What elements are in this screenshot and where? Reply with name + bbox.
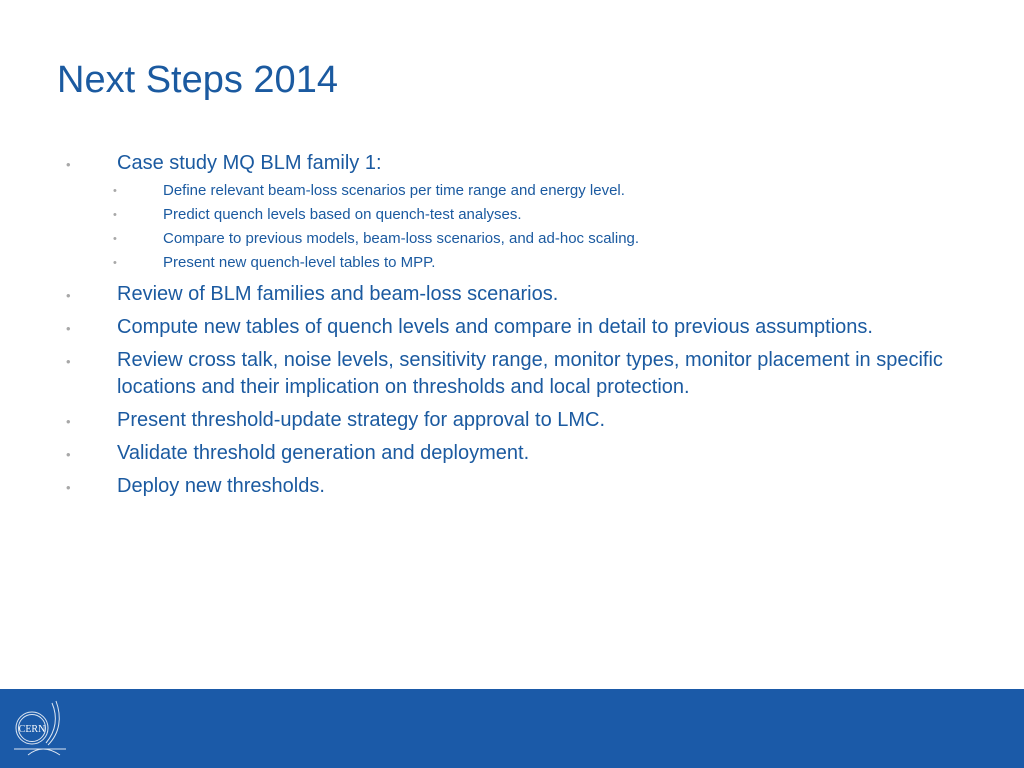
bullet-text: Compute new tables of quench levels and compare in detail to previous assumptions.: [117, 316, 873, 338]
bullet-dot-icon: •: [113, 209, 117, 221]
bullet-dot-icon: •: [66, 354, 71, 369]
bullet-item: [0, 407, 1024, 434]
bullet-item: [0, 473, 1024, 500]
logo-text: CERN: [18, 724, 46, 735]
slide-title: Next Steps 2014: [57, 59, 338, 101]
sub-bullet-item: [0, 205, 1024, 225]
bullet-text: Validate threshold generation and deployment.: [117, 442, 530, 464]
bullet-item: [0, 281, 1024, 308]
bullet-text: Present threshold-update strategy for approval to LMC.: [117, 409, 606, 431]
bullet-text: Review cross talk, noise levels, sensitivity range, monitor types, monitor placement in specific locations and their implication on thresholds and local protection.: [117, 349, 943, 398]
bullet-item: [0, 150, 1024, 177]
bullet-dot-icon: •: [113, 257, 117, 269]
sub-bullet-text: Compare to previous models, beam-loss scenarios, and ad-hoc scaling.: [163, 230, 640, 247]
bullet-item: [0, 347, 1024, 401]
sub-bullet-item: [0, 181, 1024, 201]
bullet-item: [0, 440, 1024, 467]
sub-bullet-text: Present new quench-level tables to MPP.: [163, 254, 436, 271]
bullet-dot-icon: •: [66, 321, 71, 336]
bullet-dot-icon: •: [66, 157, 71, 172]
bullet-text: Deploy new thresholds.: [117, 475, 325, 497]
bullet-dot-icon: •: [113, 233, 117, 245]
bullet-dot-icon: •: [66, 414, 71, 429]
bullet-dot-icon: •: [66, 288, 71, 303]
bullet-list: [0, 150, 1024, 500]
cern-logo-icon: [8, 695, 72, 761]
bullet-dot-icon: •: [66, 447, 71, 462]
sub-bullet-item: [0, 229, 1024, 249]
sub-bullet-item: [0, 253, 1024, 273]
bullet-text: Review of BLM families and beam-loss scenarios.: [117, 283, 559, 305]
footer-bar: [0, 689, 1024, 768]
sub-bullet-text: Define relevant beam-loss scenarios per time range and energy level.: [163, 182, 625, 199]
bullet-dot-icon: •: [66, 480, 71, 495]
sub-bullet-text: Predict quench levels based on quench-test analyses.: [163, 206, 522, 223]
bullet-dot-icon: •: [113, 185, 117, 197]
bullet-text: Case study MQ BLM family 1:: [117, 152, 382, 174]
bullet-item: [0, 314, 1024, 341]
